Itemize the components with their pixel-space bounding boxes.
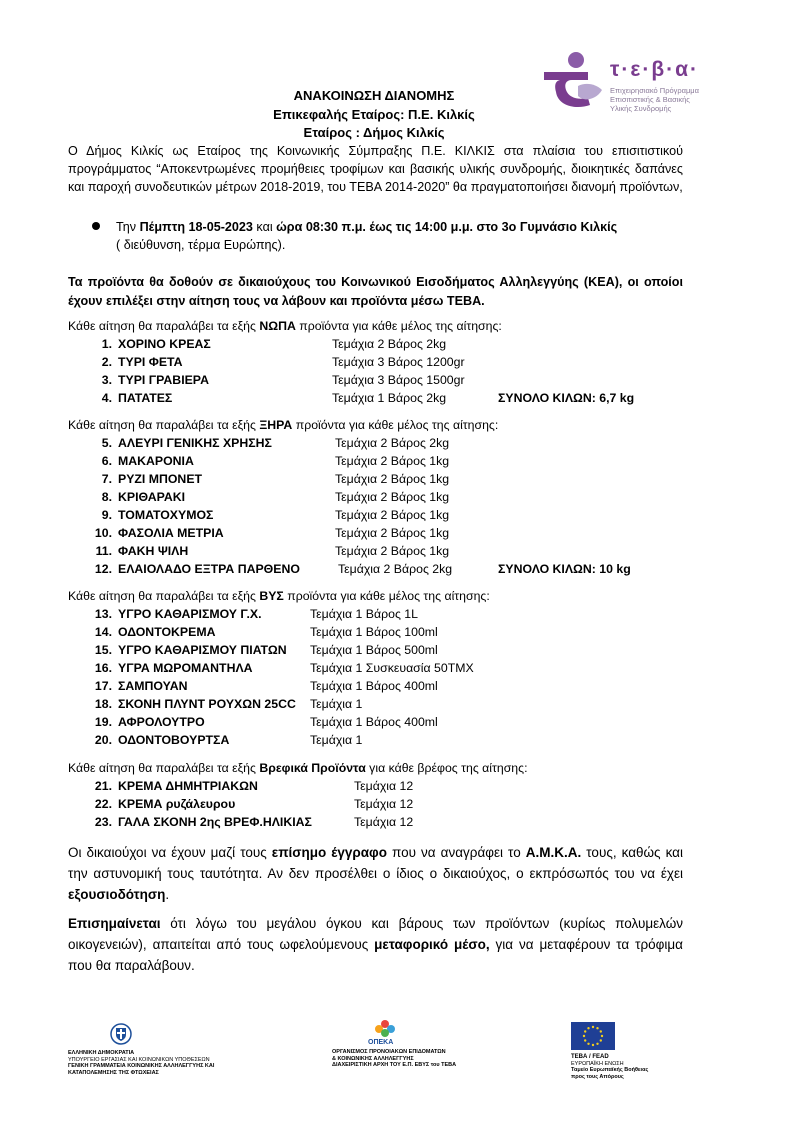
- kea-paragraph: Τα προϊόντα θα δοθούν σε δικαιούχους του Κοινωνικού Εισοδήματος Αλληλεγγύης (ΚΕΑ), οι οποίοι έχουν επιλέξει στην αίτηση τους να λάβουν και προϊόντα μέσω ΤΕΒΑ.: [68, 275, 683, 308]
- eu-star-icon: [596, 1043, 598, 1045]
- footer-eu-line3: Ταμείο Ευρωπαϊκής Βοήθειας: [571, 1067, 649, 1073]
- footer-ministry-line1: ΕΛΛΗΝΙΚΗ ΔΗΜΟΚΡΑΤΙΑ: [68, 1050, 135, 1056]
- date-day: Πέμπτη 18-05-2023: [139, 220, 253, 234]
- eu-star-icon: [600, 1039, 602, 1041]
- lead-partner-line: Επικεφαλής Εταίρος: Π.Ε. Κιλκίς: [273, 107, 475, 122]
- footer-ministry: [68, 1022, 248, 1076]
- distribution-date-text: [116, 218, 682, 254]
- partner-line: Εταίρος : Δήμος Κιλκίς: [303, 125, 445, 140]
- bullet-icon: [92, 222, 100, 230]
- greek-emblem-icon: [110, 1022, 132, 1046]
- section-heading-fresh: Κάθε αίτηση θα παραλάβει τα εξής ΝΩΠΑ προϊόντα για κάθε μέλος της αίτησης:: [68, 319, 502, 333]
- section-heading-baby: Κάθε αίτηση θα παραλάβει τα εξής Βρεφικά Προϊόντα για κάθε βρέφος της αίτησης:: [68, 761, 528, 775]
- footer-eu-line4: προς τους Απόρους: [571, 1073, 624, 1080]
- footer-eu-line2: ΕΥΡΩΠΑΪΚΗ ΕΝΩΣΗ: [571, 1060, 624, 1067]
- section-heading-dry: Κάθε αίτηση θα παραλάβει τα εξής ΞΗΡΑ προϊόντα για κάθε μέλος της αίτησης:: [68, 418, 499, 432]
- date-time-place: ώρα 08:30 π.μ. έως τις 14:00 μ.μ. στο 3ο Γυμνάσιο Κιλκίς: [276, 220, 618, 234]
- date-pre: Την: [116, 220, 140, 234]
- eu-star-icon: [584, 1030, 586, 1032]
- eu-star-icon: [584, 1039, 586, 1041]
- teva-subtitle-3: Υλικής Συνδρομής: [610, 104, 672, 113]
- eu-star-icon: [592, 1044, 594, 1046]
- opeka-logo-text: ΟΠΕΚΑ: [368, 1039, 394, 1046]
- footer-eu-line1: ΤΕΒΑ / FEAD: [571, 1054, 609, 1060]
- eu-star-icon: [600, 1030, 602, 1032]
- eu-star-icon: [601, 1035, 603, 1037]
- eu-star-icon: [592, 1026, 594, 1028]
- teva-subtitle-2: Επισιτιστικής & Βασικής: [610, 95, 690, 104]
- transport-note: Επισημαίνεται ότι λόγω του μεγάλου όγκου και βάρους των προϊόντων (κυρίως πολυμελών οικογενειών), απαιτείται από τους ωφελούμενους μεταφορικό μέσο, για να μεταφέρουν τα τρόφιμα που θα παραλάβουν.: [68, 916, 683, 973]
- fresh-products-list: 1. ΧΟΡΙΝΟ ΚΡΕΑΣ Τεμάχια 2 Βάρος 2kg 2. ΤΥΡΙ ΦΕΤΑ Τεμάχια 3 Βάρος 1200gr 3. ΤΥΡΙ ΓΡΑΒΙΕΡΑ Τεμάχια 3 Βάρος 1500gr 4. ΠΑΤΑΤΕΣ Τεμάχια 1 Βάρος 2kg ΣΥΝΟΛΟ ΚΙΛΩΝ: 6,7 kg: [101, 337, 635, 405]
- footer-opeka-line2: & ΚΟΙΝΩΝΙΚΗΣ ΑΛΛΗΛΕΓΓΥΗΣ: [332, 1055, 414, 1062]
- dry-products-list: 5. ΑΛΕΥΡΙ ΓΕΝΙΚΗΣ ΧΡΗΣΗΣ Τεμάχια 2 Βάρος 2kg 6. ΜΑΚΑΡΟΝΙΑ Τεμάχια 2 Βάρος 1kg 7. ΡΥΖΙ ΜΠΟΝΕΤ Τεμάχια 2 Βάρος 1kg 8. ΚΡΙΘΑΡΑΚΙ Τεμάχια 2 Βάρος 1kg 9. ΤΟΜΑΤΟΧΥΜΟΣ Τεμάχια 2 Βάρος 1kg 10. ΦΑΣΟΛΙΑ ΜΕΤΡΙΑ Τεμάχια 2 Βάρος 1kg 11. ΦΑΚΗ ΨΙΛΗ Τεμάχια 2 Βάρος 1kg 12. ΕΛΑΙΟΛΑΔΟ ΕΞΤΡΑ ΠΑΡΘΕΝΟ Τεμάχια 2 Βάρος 2kg ΣΥΝΟΛΟ ΚΙΛΩΝ: 10 kg: [94, 436, 631, 576]
- footer-ministry-line4: ΚΑΤΑΠΟΛΕΜΗΣΗΣ ΤΗΣ ΦΤΩΧΕΙΑΣ: [68, 1069, 159, 1076]
- teva-brand: τ·ε·β·α·: [610, 58, 700, 81]
- footer-eu: [571, 1022, 681, 1080]
- footer-opeka: [332, 1018, 492, 1072]
- footer-ministry-line2: ΥΠΟΥΡΓΕΙΟ ΕΡΓΑΣΙΑΣ ΚΑΙ ΚΟΙΝΩΝΙΚΩΝ ΥΠΟΘΕΣΕΩΝ: [68, 1056, 210, 1063]
- address-line: ( διεύθυνση, τέρμα Ευρώπης).: [116, 238, 286, 252]
- footer-ministry-line3: ΓΕΝΙΚΗ ΓΡΑΜΜΑΤΕΙΑ ΚΟΙΝΩΝΙΚΗΣ ΑΛΛΗΛΕΓΓΥΗΣ ΚΑΙ: [68, 1063, 215, 1069]
- eu-star-icon: [596, 1027, 598, 1029]
- eu-star-icon: [587, 1043, 589, 1045]
- section-heading-bys: Κάθε αίτηση θα παραλάβει τα εξής ΒΥΣ προϊόντα για κάθε μέλος της αίτησης:: [68, 589, 490, 603]
- document-title: ΑΝΑΚΟΙΝΩΣΗ ΔΙΑΝΟΜΗΣ: [293, 88, 455, 103]
- bys-products-list: 13. ΥΓΡΟ ΚΑΘΑΡΙΣΜΟΥ Γ.Χ. Τεμάχια 1 Βάρος 1L 14. ΟΔΟΝΤΟΚΡΕΜΑ Τεμάχια 1 Βάρος 100ml 15. ΥΓΡΟ ΚΑΘΑΡΙΣΜΟΥ ΠΙΑΤΩΝ Τεμάχια 1 Βάρος 500ml 16. ΥΓΡΑ ΜΩΡΟΜΑΝΤΗΛΑ Τεμάχια 1 Συσκευασία 50ΤΜΧ 17. ΣΑΜΠΟΥΑΝ Τεμάχια 1 Βάρος 400ml 18. ΣΚΟΝΗ ΠΛΥΝΤ ΡΟΥΧΩΝ 25CC Τεμάχια 1 19. ΑΦΡΟΛΟΥΤΡΟ Τεμάχια 1 Βάρος 400ml 20. ΟΔΟΝΤΟΒΟΥΡΤΣΑ Τεμάχια 1: [94, 607, 474, 747]
- footer-opeka-line3: ΔΙΑΧΕΙΡΙΣΤΙΚΗ ΑΡΧΗ ΤΟΥ Ε.Π. ΕΒΥΣ του ΤΕΒΑ: [332, 1062, 457, 1068]
- documents-note: Οι δικαιούχοι να έχουν μαζί τους επίσημο έγγραφο που να αναγράφει το Α.Μ.Κ.Α. τους, καθώς και την αστυνομική τους ταυτότητα. Αν δεν προσέλθει ο ίδιος ο δικαιούχος, ο εκπρόσωπός του να έχει εξουσιοδότηση.: [68, 845, 683, 902]
- date-mid: και: [252, 220, 277, 234]
- baby-products-list: 21. ΚΡΕΜΑ ΔΗΜΗΤΡΙΑΚΩΝ Τεμάχια 12 22. ΚΡΕΜΑ ρυζάλευρου Τεμάχια 12 23. ΓΑΛΑ ΣΚΟΝΗ 2ης ΒΡΕΦ.ΗΛΙΚΙΑΣ Τεμάχια 12: [94, 779, 414, 829]
- footer-opeka-line1: ΟΡΓΑΝΙΣΜΟΣ ΠΡΟΝΟΙΑΚΩΝ ΕΠΙΔΟΜΑΤΩΝ: [332, 1049, 446, 1055]
- teva-subtitle-1: Επιχειρησιακό Πρόγραμμα: [610, 86, 699, 95]
- intro-paragraph: Ο Δήμος Κιλκίς ως Εταίρος της Κοινωνικής Σύμπραξης Π.Ε. ΚΙΛΚΙΣ στα πλαίσια του επισιτιστικού προγράμματος “Αποκεντρωμένες προμήθειες τροφίμων και βασικής υλικής συνδρομής, διοικητικές δαπάνες και παροχή συνοδευτικών μέτρων 2018-2019, του ΤΕΒΑ 2014-2020” θα πραγματοποιήσει διανομή προϊόντων,: [68, 144, 683, 194]
- eu-star-icon: [587, 1027, 589, 1029]
- eu-flag-icon: [571, 1022, 615, 1050]
- eu-star-icon: [583, 1035, 585, 1037]
